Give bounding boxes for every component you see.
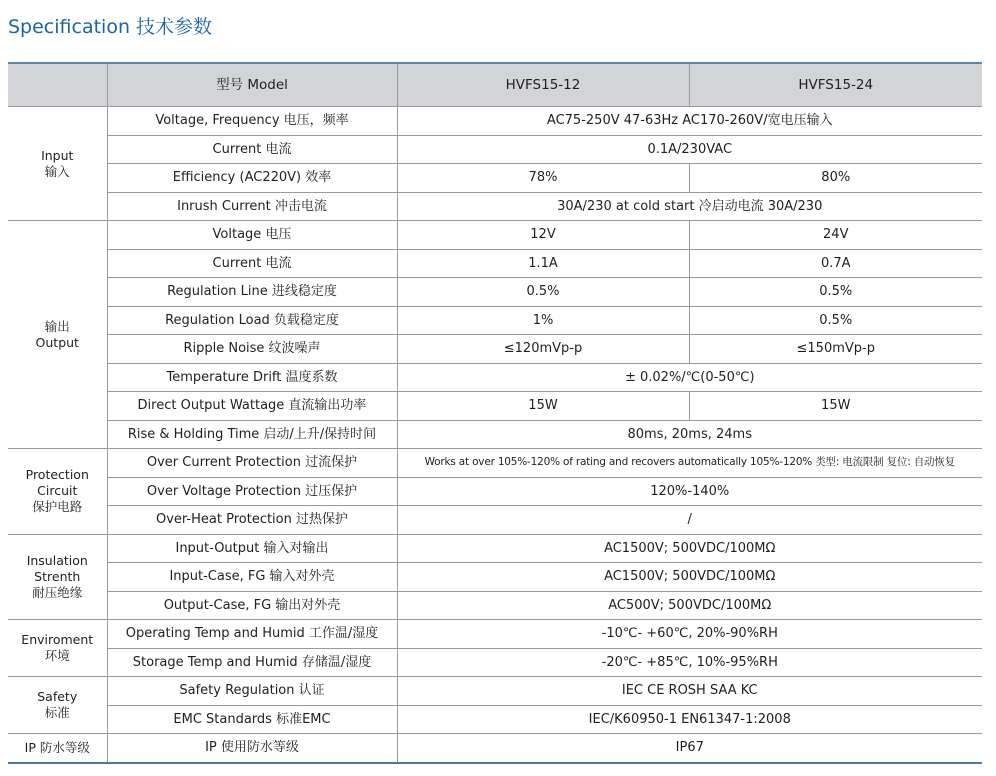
value-cell: 12V: [397, 221, 689, 250]
table-row: [8, 705, 982, 734]
value-cell: 0.5%: [689, 278, 982, 307]
value-cell: 15W: [689, 392, 982, 421]
param-cell: Current 电流: [107, 135, 397, 164]
table-row: [8, 107, 982, 136]
value-cell-merged: 30A/230 at cold start 冷启动电流 30A/230: [397, 192, 982, 221]
value-cell-merged: AC1500V; 500VDC/100MΩ: [397, 563, 982, 592]
value-cell-merged: /: [397, 506, 982, 535]
value-cell-merged: Works at over 105%-120% of rating and recovers automatically 105%-120% 类型: 电流限制 复位: 自动恢复: [397, 449, 982, 478]
param-cell: Operating Temp and Humid 工作温/湿度: [107, 620, 397, 649]
table-row: [8, 164, 982, 193]
param-cell: Rise & Holding Time 启动/上升/保持时间: [107, 420, 397, 449]
param-cell: Efficiency (AC220V) 效率: [107, 164, 397, 193]
value-cell: 0.5%: [397, 278, 689, 307]
param-cell: IP 使用防水等级: [107, 734, 397, 763]
value-cell-merged: IEC/K60950-1 EN61347-1:2008: [397, 705, 982, 734]
table-row: [8, 278, 982, 307]
value-cell: ≤120mVp-p: [397, 335, 689, 364]
param-cell: EMC Standards 标准EMC: [107, 705, 397, 734]
value-cell-merged: -20℃- +85℃, 10%-95%RH: [397, 648, 982, 677]
param-cell: Regulation Load 负载稳定度: [107, 306, 397, 335]
param-cell: Input-Output 输入对输出: [107, 534, 397, 563]
category-cell: [8, 734, 107, 763]
value-cell: 1%: [397, 306, 689, 335]
param-cell: Voltage 电压: [107, 221, 397, 250]
param-cell: Over-Heat Protection 过热保护: [107, 506, 397, 535]
value-cell: 15W: [397, 392, 689, 421]
value-cell-merged: IEC CE ROSH SAA KC: [397, 677, 982, 706]
category-label: Safety: [37, 689, 78, 704]
table-row: [8, 620, 982, 649]
value-cell: 24V: [689, 221, 982, 250]
category-cell: [8, 449, 107, 535]
category-label: Output: [35, 334, 79, 350]
table-row: [8, 734, 982, 763]
param-cell: Temperature Drift 温度系数: [107, 363, 397, 392]
param-cell: Regulation Line 进线稳定度: [107, 278, 397, 307]
value-cell: 80%: [689, 164, 982, 193]
value-cell: 78%: [397, 164, 689, 193]
table-row: [8, 506, 982, 535]
value-cell: 0.7A: [689, 249, 982, 278]
table-row: [8, 534, 982, 563]
model-cell: HVFS15-24: [689, 63, 982, 107]
param-cell: Over Voltage Protection 过压保护: [107, 477, 397, 506]
category-label: Enviroment: [21, 632, 94, 647]
value-cell-merged: 0.1A/230VAC: [397, 135, 982, 164]
category-label: 输入: [44, 163, 70, 179]
table-row: [8, 420, 982, 449]
table-row: [8, 335, 982, 364]
category-cell: [8, 620, 107, 677]
value-cell-merged: AC75-250V 47-63Hz AC170-260V/宽电压输入: [397, 107, 982, 136]
category-cell: [8, 221, 107, 449]
value-cell-merged: AC500V; 500VDC/100MΩ: [397, 591, 982, 620]
header-empty-cell: [8, 63, 107, 107]
table-header-row: [8, 63, 982, 107]
value-cell-merged: 80ms, 20ms, 24ms: [397, 420, 982, 449]
category-label: Strenth: [34, 568, 81, 584]
category-cell: [8, 107, 107, 221]
value-cell-merged: -10℃- +60℃, 20%-90%RH: [397, 620, 982, 649]
table-row: [8, 135, 982, 164]
table-row: [8, 221, 982, 250]
table-row: [8, 563, 982, 592]
model-cell: HVFS15-12: [397, 63, 689, 107]
table-row: [8, 591, 982, 620]
table-row: [8, 306, 982, 335]
table-row: [8, 192, 982, 221]
param-cell: Safety Regulation 认证: [107, 677, 397, 706]
category-label: 标准: [44, 705, 70, 720]
value-cell: 1.1A: [397, 249, 689, 278]
category-cell: [8, 677, 107, 734]
category-label: 耐压绝缘: [32, 584, 83, 600]
table-row: [8, 477, 982, 506]
category-label: 保护电路: [32, 499, 83, 515]
table-row: [8, 449, 982, 478]
param-cell: Output-Case, FG 输出对外壳: [107, 591, 397, 620]
category-label: IP 防水等级: [24, 739, 90, 755]
spec-table: [8, 62, 982, 764]
category-label: 输出: [44, 318, 70, 334]
table-row: [8, 677, 982, 706]
value-cell-merged: 120%-140%: [397, 477, 982, 506]
category-label: 环境: [44, 648, 70, 663]
model-label-cell: 型号 Model: [107, 63, 397, 107]
param-cell: Ripple Noise 纹波噪声: [107, 335, 397, 364]
page-title: Specification 技术参数: [8, 16, 213, 38]
value-cell: 0.5%: [689, 306, 982, 335]
param-cell: Inrush Current 冲击电流: [107, 192, 397, 221]
category-label: Insulation: [26, 552, 88, 568]
category-label: Protection: [25, 467, 89, 483]
param-cell: Storage Temp and Humid 存储温/湿度: [107, 648, 397, 677]
category-label: Input: [41, 147, 74, 163]
value-cell-merged: IP67: [397, 734, 982, 763]
param-cell: Voltage, Frequency 电压，频率: [107, 107, 397, 136]
table-row: [8, 392, 982, 421]
value-cell-merged: AC1500V; 500VDC/100MΩ: [397, 534, 982, 563]
param-cell: Current 电流: [107, 249, 397, 278]
param-cell: Over Current Protection 过流保护: [107, 449, 397, 478]
table-row: [8, 363, 982, 392]
param-cell: Input-Case, FG 输入对外壳: [107, 563, 397, 592]
value-cell: ≤150mVp-p: [689, 335, 982, 364]
category-label: Circuit: [37, 483, 78, 499]
param-cell: Direct Output Wattage 直流输出功率: [107, 392, 397, 421]
value-cell-merged: ± 0.02%/℃(0-50℃): [397, 363, 982, 392]
category-cell: [8, 534, 107, 620]
table-row: [8, 648, 982, 677]
table-row: [8, 249, 982, 278]
